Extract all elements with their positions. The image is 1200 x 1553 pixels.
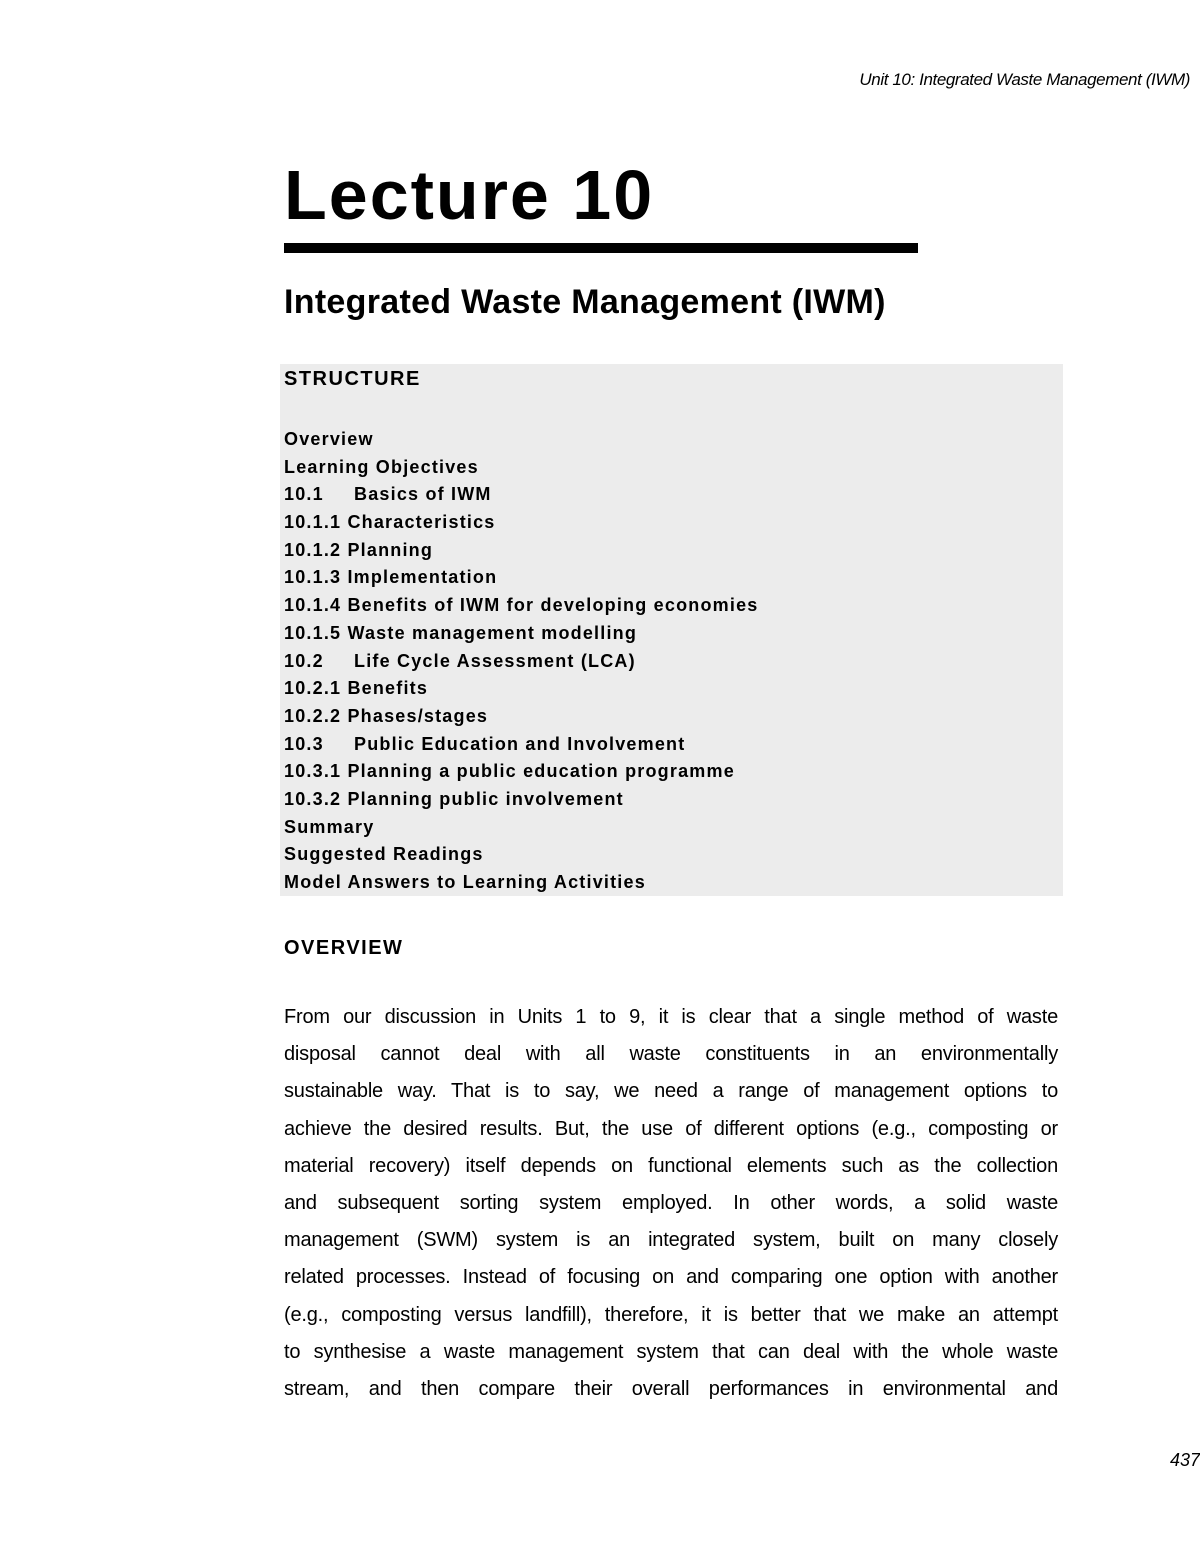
toc-number: 10.1.2 [284,539,342,560]
toc-item [284,564,759,592]
toc-item [284,648,759,676]
toc-label: Characteristics [347,512,496,533]
paragraph-line: to synthesise a waste management system that can deal with the whole waste [284,1340,1058,1363]
toc-label: Planning a public education programme [347,761,735,782]
paragraph-line: disposal cannot deal with all waste constituents in an environmentally [284,1043,1058,1066]
title-rule [284,243,918,253]
toc-number: 10.1.3 [284,567,342,588]
toc-number: 10.2 [284,650,324,671]
toc-item [284,620,759,648]
toc-item [284,786,759,814]
toc-label: Planning public involvement [347,788,624,809]
paragraph-line: management (SWM) system is an integrated system, built on many closely [284,1229,1058,1252]
page-number: 437 [1169,1450,1200,1470]
toc-number: 10.1 [284,484,324,505]
paragraph-line: (e.g., composting versus landfill), therefore, it is better that we make an attempt [284,1303,1058,1326]
paragraph-line: related processes. Instead of focusing on and comparing one option with another [284,1266,1058,1289]
overview-paragraph [284,999,1058,1408]
toc-label: Life Cycle Assessment (LCA) [354,650,636,671]
toc-label: Benefits of IWM for developing economies [347,595,759,616]
toc-label: Implementation [347,567,498,588]
toc-item [284,869,759,897]
toc-number: 10.3.1 [284,761,342,782]
lecture-subtitle: Integrated Waste Management (IWM) [284,283,886,321]
toc-label: Waste management modelling [347,622,638,643]
toc-item [284,592,759,620]
toc-item [284,814,759,842]
toc-number: 10.2.1 [284,678,342,699]
lecture-title: Lecture 10 [284,156,655,234]
toc-number: 10.3 [284,733,324,754]
toc-number: 10.3.2 [284,788,342,809]
paragraph-line: material recovery) itself depends on functional elements such as the collection [284,1154,1058,1177]
toc-item [284,841,759,869]
toc-item [284,703,759,731]
toc-item [284,426,759,454]
toc-item [284,731,759,759]
toc-label: Summary [284,816,375,837]
toc-number: 10.2.2 [284,705,342,726]
toc-label: Public Education and Involvement [354,733,686,754]
toc-item [284,509,759,537]
toc-label: Planning [347,539,434,560]
toc-label: Learning Objectives [284,456,479,477]
toc-number: 10.1.4 [284,595,342,616]
paragraph-line: and subsequent sorting system employed. In other words, a solid waste [284,1191,1058,1214]
toc-number: 10.1.5 [284,622,342,643]
toc-label: Benefits [347,678,429,699]
toc-label: Model Answers to Learning Activities [284,872,646,892]
paragraph-line: From our discussion in Units 1 to 9, it is clear that a single method of waste [284,1006,1058,1028]
overview-heading: OVERVIEW [284,937,404,959]
toc-label: Suggested Readings [284,844,484,865]
paragraph-line: sustainable way. That is to say, we need a range of management options to [284,1080,1058,1103]
running-header: Unit 10: Integrated Waste Management (IWM) [859,70,1190,89]
toc-item [284,481,759,509]
toc-label: Overview [284,429,374,449]
paragraph-line: achieve the desired results. But, the use of different options (e.g., composting or [284,1117,1058,1140]
toc-label: Basics of IWM [354,484,492,505]
paragraph-line: stream, and then compare their overall performances in environmental and [284,1377,1058,1400]
structure-heading: STRUCTURE [284,368,421,390]
toc-label: Phases/stages [347,705,489,726]
toc-item [284,454,759,482]
toc-number: 10.1.1 [284,512,342,533]
toc-item [284,675,759,703]
table-of-contents [284,426,759,897]
toc-item [284,537,759,565]
toc-item [284,758,759,786]
